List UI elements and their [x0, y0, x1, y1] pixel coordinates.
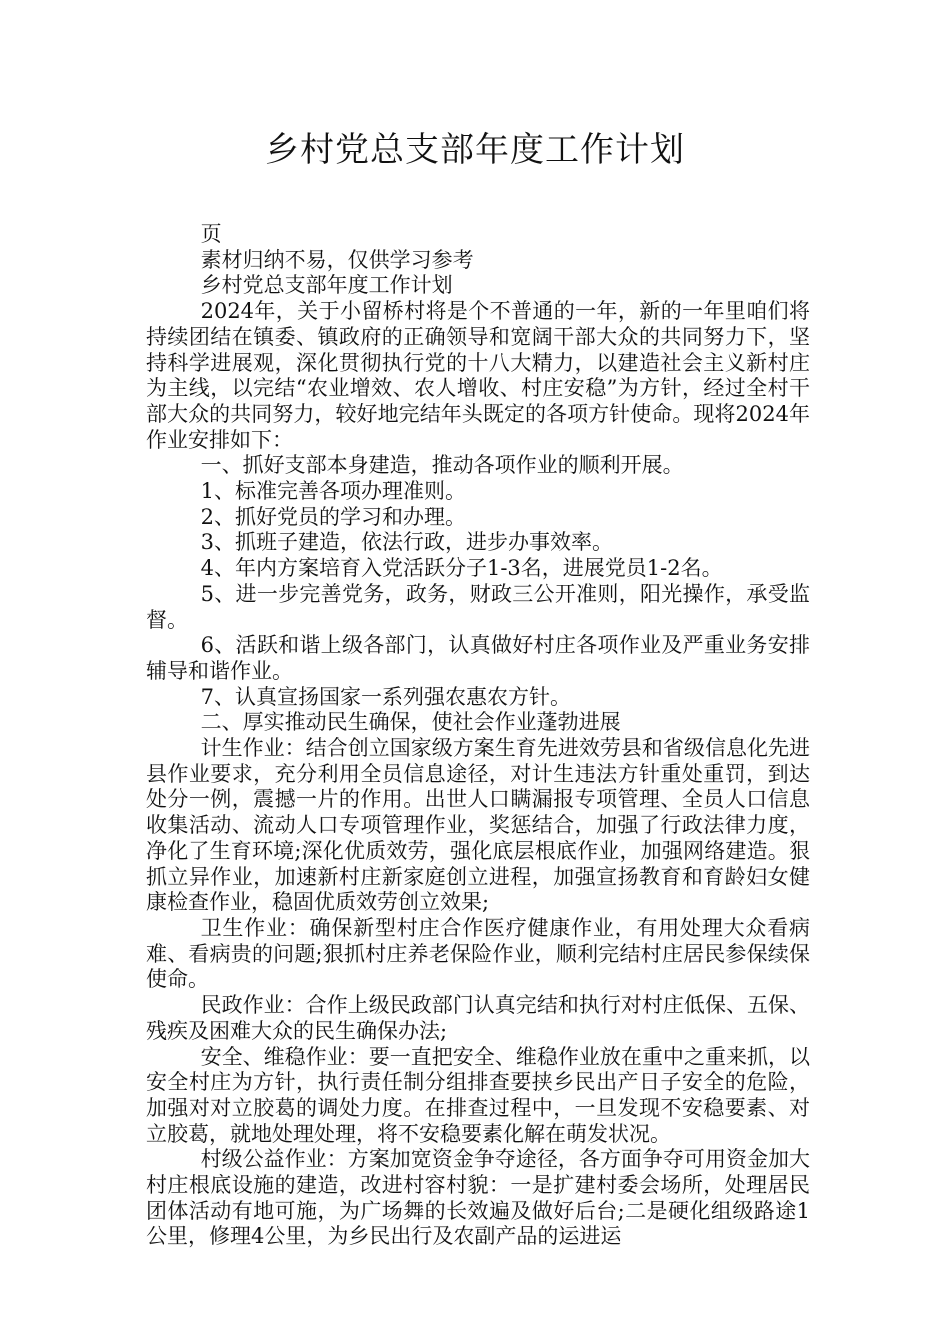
- paragraph: 卫生作业：确保新型村庄合作医疗健康作业，有用处理大众看病难、看病贵的问题;狠抓村庄养老保险作业，顺利完结村庄居民参保续保使命。: [146, 915, 810, 992]
- paragraph: 一、抓好支部本身建造，推动各项作业的顺利开展。: [200, 453, 684, 478]
- paragraph: 民政作业：合作上级民政部门认真完结和执行对村庄低保、五保、残疾及困难大众的民生确保办法;: [146, 993, 810, 1043]
- paragraph: 乡村党总支部年度工作计划: [200, 273, 453, 298]
- paragraph: 6、活跃和谐上级各部门，认真做好村庄各项作业及严重业务安排辅导和谐作业。: [146, 633, 810, 683]
- paragraph: 村级公益作业：方案加宽资金争夺途径，各方面争夺可用资金加大村庄根底设施的建造，改进村容村貌：一是扩建村委会场所，处理居民团体活动有地可施，为广场舞的长效遍及做好后台;二是硬化组级路途1公里，修理4公里，为乡民出行及农副产品的运进运: [146, 1147, 810, 1249]
- paragraph: 页: [200, 222, 222, 246]
- paragraph: 5、进一步完善党务，政务，财政三公开准则，阳光操作，承受监督。: [146, 581, 810, 632]
- paragraph: 2、抓好党员的学习和办理。: [200, 504, 466, 529]
- document-title: 乡村党总支部年度工作计划: [265, 130, 685, 170]
- paragraph: 1、标准完善各项办理准则。: [200, 479, 466, 504]
- paragraph: 安全、维稳作业：要一直把安全、维稳作业放在重中之重来抓，以安全村庄为方针，执行责任制分组排查要挟乡民出产日子安全的危险，加强对对立胶葛的调处力度。在排查过程中，一旦发现不安稳要素、对立胶葛，就地处理处理，将不安稳要素化解在萌发状况。: [146, 1044, 810, 1146]
- paragraph: 二、厚实推动民生确保，使社会作业蓬勃进展: [200, 710, 621, 735]
- paragraph: 7、认真宣扬国家一系列强农惠农方针。: [200, 684, 571, 709]
- paragraph: 4、年内方案培育入党活跃分子1-3名，进展党员1-2名。: [200, 556, 723, 581]
- paragraph: 计生作业：结合创立国家级方案生育先进效劳县和省级信息化先进县作业要求，充分利用全员信息途径，对计生违法方针重处重罚，到达处分一例，震撼一片的作用。出世人口瞒漏报专项管理、全员人口信息收集活动、流动人口专项管理作业，奖惩结合，加强了行政法律力度，净化了生育环境;深化优质效劳，强化底层根底作业，加强网络建造。狠抓立异作业，加速新村庄新家庭创立进程，加强宣扬教育和育龄妇女健康检查作业，稳固优质效劳创立效果;: [146, 736, 810, 915]
- paragraph: 素材归纳不易，仅供学习参考: [200, 247, 474, 272]
- paragraph: 3、抓班子建造，依法行政，进步办事效率。: [200, 530, 613, 555]
- document-body: [146, 222, 810, 1250]
- paragraph: 2024年，关于小留桥村将是个不普通的一年，新的一年里咱们将持续团结在镇委、镇政府的正确领导和宽阔干部大众的共同努力下，坚持科学进展观，深化贯彻执行党的十八大精力，以建造社会主义新村庄为主线，以完结“农业增效、农人增收、村庄安稳”为方针，经过全村干部大众的共同努力，较好地完结年头既定的各项方针使命。现将2024年作业安排如下：: [146, 299, 810, 452]
